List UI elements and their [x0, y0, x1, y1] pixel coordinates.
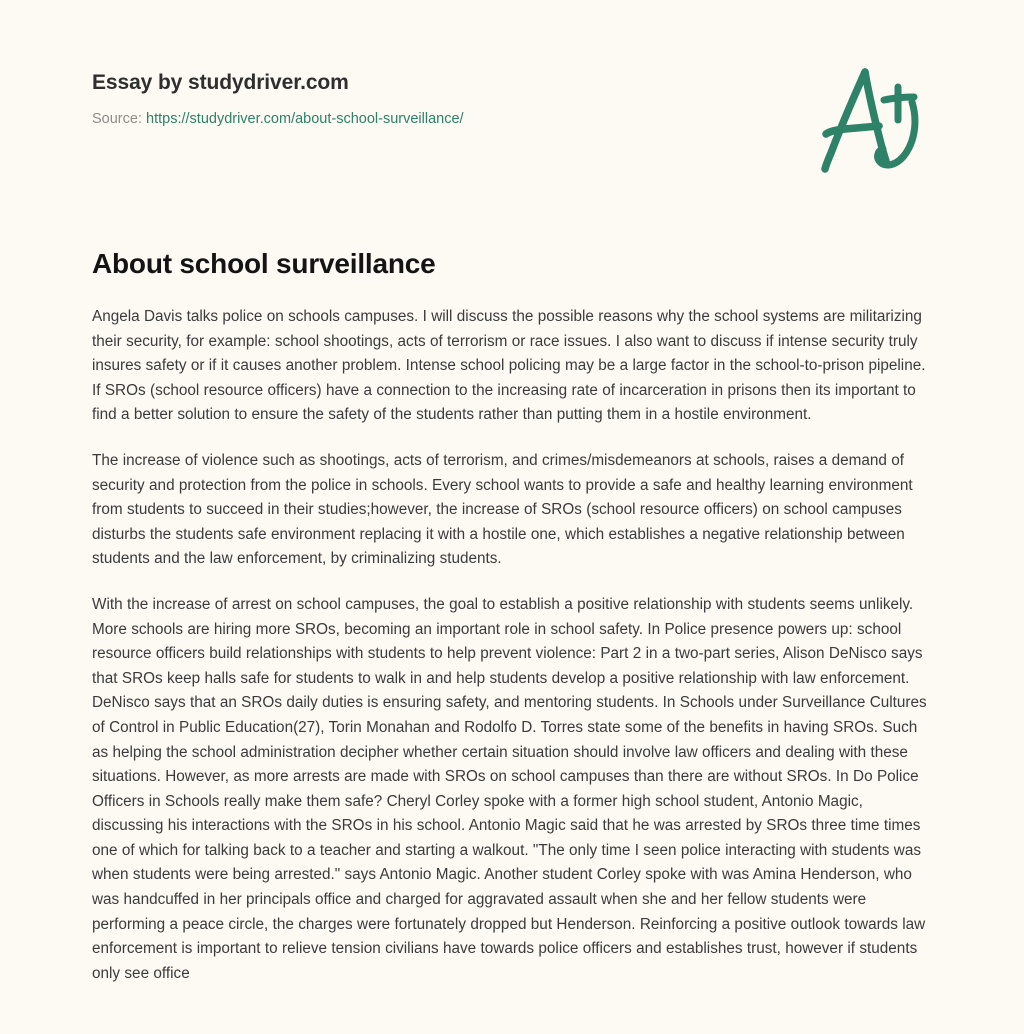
article-body	[92, 305, 932, 986]
source-label: Source:	[92, 111, 142, 128]
page-title: About school surveillance	[92, 248, 436, 279]
a-plus-logo-icon	[812, 62, 924, 178]
source-line	[92, 95, 792, 128]
article-paragraph: The increase of violence such as shootings, acts of terrorism, and crimes/misdemeanors at schools, raises a demand of security and protection from the police in schools. Every school wants to provide a safe and healthy learning environment from students to succeed in their studies;however, the increase of SROs (school resource officers) on school campuses disturbs the students safe environment replacing it with a hostile one, which establishes a negative relationship between students and the law enforcement, by criminalizing students.	[92, 451, 913, 568]
source-url-link[interactable]: https://studydriver.com/about-school-surveillance/	[146, 111, 464, 128]
header-text-block	[92, 70, 792, 129]
article	[92, 246, 932, 986]
article-paragraph: With the increase of arrest on school campuses, the goal to establish a positive relationship with students seems unlikely. More schools are hiring more SROs, becoming an important role in school safety. In Police presence powers up: school resource officers build relationships with students to help prevent violence: Part 2 in a two-part series, Alison DeNisco says that SROs keep halls safe for students to walk in and help students develop a positive relationship with law enforcement. DeNisco says that an SROs daily duties is ensuring safety, and mentoring students. In Schools under Surveillance Cultures of Control in Public Education(27), Torin Monahan and Rodolfo D. Torres state some of the benefits in having SROs. Such as helping the school administration decipher whether certain situation should involve law officers and dealing with these situations. However, as more arrests are made with SROs on school campuses than there are without SROs. In Do Police Officers in Schools really make them safe? Cheryl Corley spoke with a former high school student, Antonio Magic, discussing his interactions with the SROs in his school. Antonio Magic said that he was arrested by SROs three time times one of which for talking back to a teacher and starting a walkout. "The only time I seen police interacting with students was when students were being arrested." says Antonio Magic. Another student Corley spoke with was Amina Henderson, who was handcuffed in her principals office and charged for aggravated assault when she and her fellow students were performing a peace circle, the charges were fortunately dropped but Henderson. Reinforcing a positive outlook towards law enforcement is important to relieve tension civilians have towards police officers and establishes trust, however if students only see office	[92, 595, 927, 982]
document-header	[0, 0, 1024, 200]
essay-byline: Essay by studydriver.com	[92, 71, 349, 94]
article-paragraph: Angela Davis talks police on schools campuses. I will discuss the possible reasons why the school systems are militarizing their security, for example: school shootings, acts of terrorism or race issues. I also want to discuss if intense security truly insures safety or if it causes another problem. Intense school policing may be a large factor in the school-to-prison pipeline. If SROs (school resource officers) have a connection to the increasing rate of incarceration in prisons then its important to find a better solution to ensure the safety of the students rather than putting them in a hostile environment.	[92, 308, 926, 424]
studydriver-logo[interactable]	[812, 62, 924, 178]
